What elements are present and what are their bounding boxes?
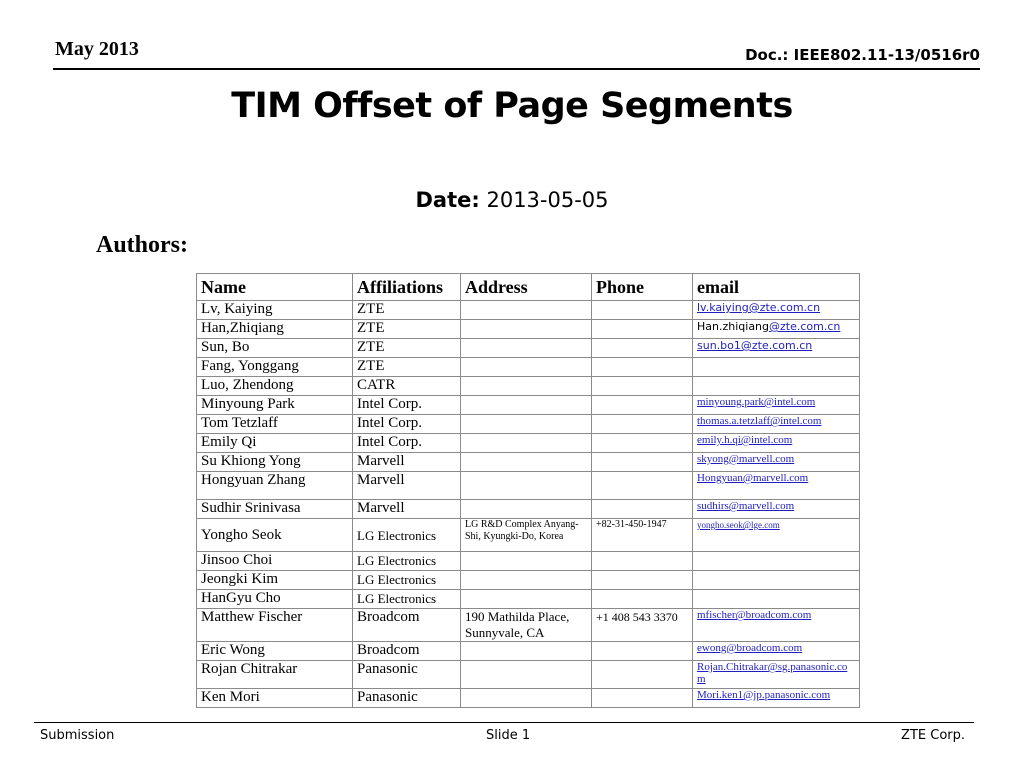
- email-link[interactable]: Mori.ken1@jp.panasonic.com: [693, 689, 860, 708]
- author-name: Ken Mori: [197, 689, 353, 708]
- author-email: [693, 552, 860, 571]
- email-prefix: Han.zhiqiang: [697, 320, 770, 333]
- author-name: Yongho Seok: [197, 519, 353, 552]
- author-name: Han,Zhiqiang: [197, 320, 353, 339]
- document-number: Doc.: IEEE802.11-13/0516r0: [745, 46, 980, 64]
- footer-company: ZTE Corp.: [901, 728, 965, 743]
- author-address: [461, 396, 592, 415]
- author-phone: [592, 377, 693, 396]
- header-email: email: [693, 274, 860, 301]
- email-link[interactable]: Hongyuan@marvell.com: [693, 472, 860, 500]
- table-row: [197, 552, 860, 571]
- author-address: 190 Mathilda Place, Sunnyvale, CA: [461, 609, 592, 642]
- email-link[interactable]: @zte.com.cn: [769, 320, 841, 333]
- table-row: [197, 415, 860, 434]
- table-row: [197, 571, 860, 590]
- author-name: Jeongki Kim: [197, 571, 353, 590]
- author-name: Sun, Bo: [197, 339, 353, 358]
- author-phone: [592, 590, 693, 609]
- author-phone: [592, 500, 693, 519]
- author-phone: [592, 571, 693, 590]
- header-affiliations: Affiliations: [353, 274, 461, 301]
- author-address: [461, 571, 592, 590]
- author-affiliation: LG Electronics: [353, 519, 461, 552]
- author-phone: [592, 301, 693, 320]
- table-row: [197, 396, 860, 415]
- table-row: [197, 500, 860, 519]
- author-phone: [592, 472, 693, 500]
- table-row: [197, 358, 860, 377]
- slide-title: TIM Offset of Page Segments: [231, 86, 793, 126]
- table-row: [197, 339, 860, 358]
- table-row: [197, 472, 860, 500]
- author-affiliation: ZTE: [353, 339, 461, 358]
- author-address: LG R&D Complex Anyang-Shi, Kyungki-Do, Korea: [461, 519, 592, 552]
- table-row: [197, 320, 860, 339]
- date-line: [0, 188, 1024, 212]
- author-name: Rojan Chitrakar: [197, 661, 353, 689]
- author-affiliation: ZTE: [353, 320, 461, 339]
- author-phone: +1 408 543 3370: [592, 609, 693, 642]
- author-name: Fang, Yonggang: [197, 358, 353, 377]
- author-address: [461, 500, 592, 519]
- author-affiliation: Broadcom: [353, 642, 461, 661]
- author-name: Eric Wong: [197, 642, 353, 661]
- author-affiliation: Intel Corp.: [353, 415, 461, 434]
- date-value: 2013-05-05: [486, 188, 609, 212]
- author-phone: [592, 415, 693, 434]
- header-divider: [53, 68, 980, 70]
- author-name: Hongyuan Zhang: [197, 472, 353, 500]
- author-address: [461, 642, 592, 661]
- author-name: Minyoung Park: [197, 396, 353, 415]
- author-phone: [592, 320, 693, 339]
- author-affiliation: Panasonic: [353, 661, 461, 689]
- author-name: Lv, Kaiying: [197, 301, 353, 320]
- author-affiliation: Broadcom: [353, 609, 461, 642]
- author-phone: [592, 642, 693, 661]
- email-cell: [693, 320, 860, 339]
- author-address: [461, 453, 592, 472]
- email-link[interactable]: sun.bo1@zte.com.cn: [693, 339, 860, 358]
- table-row: [197, 590, 860, 609]
- author-name: Su Khiong Yong: [197, 453, 353, 472]
- author-address: [461, 320, 592, 339]
- author-name: Tom Tetzlaff: [197, 415, 353, 434]
- author-name: Matthew Fischer: [197, 609, 353, 642]
- table-header-row: [197, 274, 860, 301]
- header-address: Address: [461, 274, 592, 301]
- footer-divider: [34, 722, 974, 723]
- email-link[interactable]: lv.kaiying@zte.com.cn: [693, 301, 860, 320]
- footer-submission: Submission: [40, 728, 115, 743]
- author-phone: [592, 358, 693, 377]
- table-row: [197, 661, 860, 689]
- table-row: [197, 453, 860, 472]
- author-phone: [592, 453, 693, 472]
- author-phone: [592, 689, 693, 708]
- author-address: [461, 301, 592, 320]
- header-name: Name: [197, 274, 353, 301]
- author-affiliation: CATR: [353, 377, 461, 396]
- author-affiliation: LG Electronics: [353, 571, 461, 590]
- header-phone: Phone: [592, 274, 693, 301]
- email-link[interactable]: mfischer@broadcom.com: [693, 609, 860, 642]
- table-row: [197, 689, 860, 708]
- author-address: [461, 377, 592, 396]
- author-phone: [592, 434, 693, 453]
- email-link[interactable]: yongho.seok@lge.com: [693, 519, 860, 552]
- author-email: [693, 571, 860, 590]
- email-link[interactable]: thomas.a.tetzlaff@intel.com: [693, 415, 860, 434]
- author-email: [693, 358, 860, 377]
- author-phone: [592, 552, 693, 571]
- author-address: [461, 472, 592, 500]
- email-link[interactable]: minyoung.park@intel.com: [693, 396, 860, 415]
- author-name: HanGyu Cho: [197, 590, 353, 609]
- table-row: [197, 609, 860, 642]
- email-link[interactable]: ewong@broadcom.com: [693, 642, 860, 661]
- table-row: [197, 519, 860, 552]
- author-address: [461, 358, 592, 377]
- author-email: [693, 377, 860, 396]
- author-affiliation: Intel Corp.: [353, 434, 461, 453]
- author-phone: [592, 396, 693, 415]
- author-address: [461, 434, 592, 453]
- authors-label: Authors:: [96, 232, 189, 258]
- author-name: Sudhir Srinivasa: [197, 500, 353, 519]
- email-link[interactable]: sudhirs@marvell.com: [693, 500, 860, 519]
- table-row: [197, 301, 860, 320]
- author-affiliation: Marvell: [353, 453, 461, 472]
- date-label: Date:: [415, 188, 480, 212]
- author-address: [461, 339, 592, 358]
- author-affiliation: Panasonic: [353, 689, 461, 708]
- author-name: Emily Qi: [197, 434, 353, 453]
- author-name: Jinsoo Choi: [197, 552, 353, 571]
- author-address: [461, 415, 592, 434]
- table-row: [197, 642, 860, 661]
- author-affiliation: Intel Corp.: [353, 396, 461, 415]
- email-link[interactable]: Rojan.Chitrakar@sg.panasonic.com: [693, 661, 860, 689]
- author-phone: [592, 339, 693, 358]
- author-affiliation: LG Electronics: [353, 590, 461, 609]
- table-row: [197, 377, 860, 396]
- author-address: [461, 590, 592, 609]
- header-date: May 2013: [55, 38, 139, 60]
- author-email: [693, 590, 860, 609]
- author-affiliation: Marvell: [353, 500, 461, 519]
- author-address: [461, 661, 592, 689]
- author-phone: [592, 661, 693, 689]
- author-address: [461, 552, 592, 571]
- author-name: Luo, Zhendong: [197, 377, 353, 396]
- authors-table: [196, 273, 860, 708]
- author-affiliation: Marvell: [353, 472, 461, 500]
- author-affiliation: ZTE: [353, 358, 461, 377]
- email-link[interactable]: emily.h.qi@intel.com: [693, 434, 860, 453]
- email-link[interactable]: skyong@marvell.com: [693, 453, 860, 472]
- author-address: [461, 689, 592, 708]
- author-affiliation: ZTE: [353, 301, 461, 320]
- slide-number: Slide 1: [486, 728, 531, 743]
- author-phone: +82-31-450-1947: [592, 519, 693, 552]
- table-row: [197, 434, 860, 453]
- author-affiliation: LG Electronics: [353, 552, 461, 571]
